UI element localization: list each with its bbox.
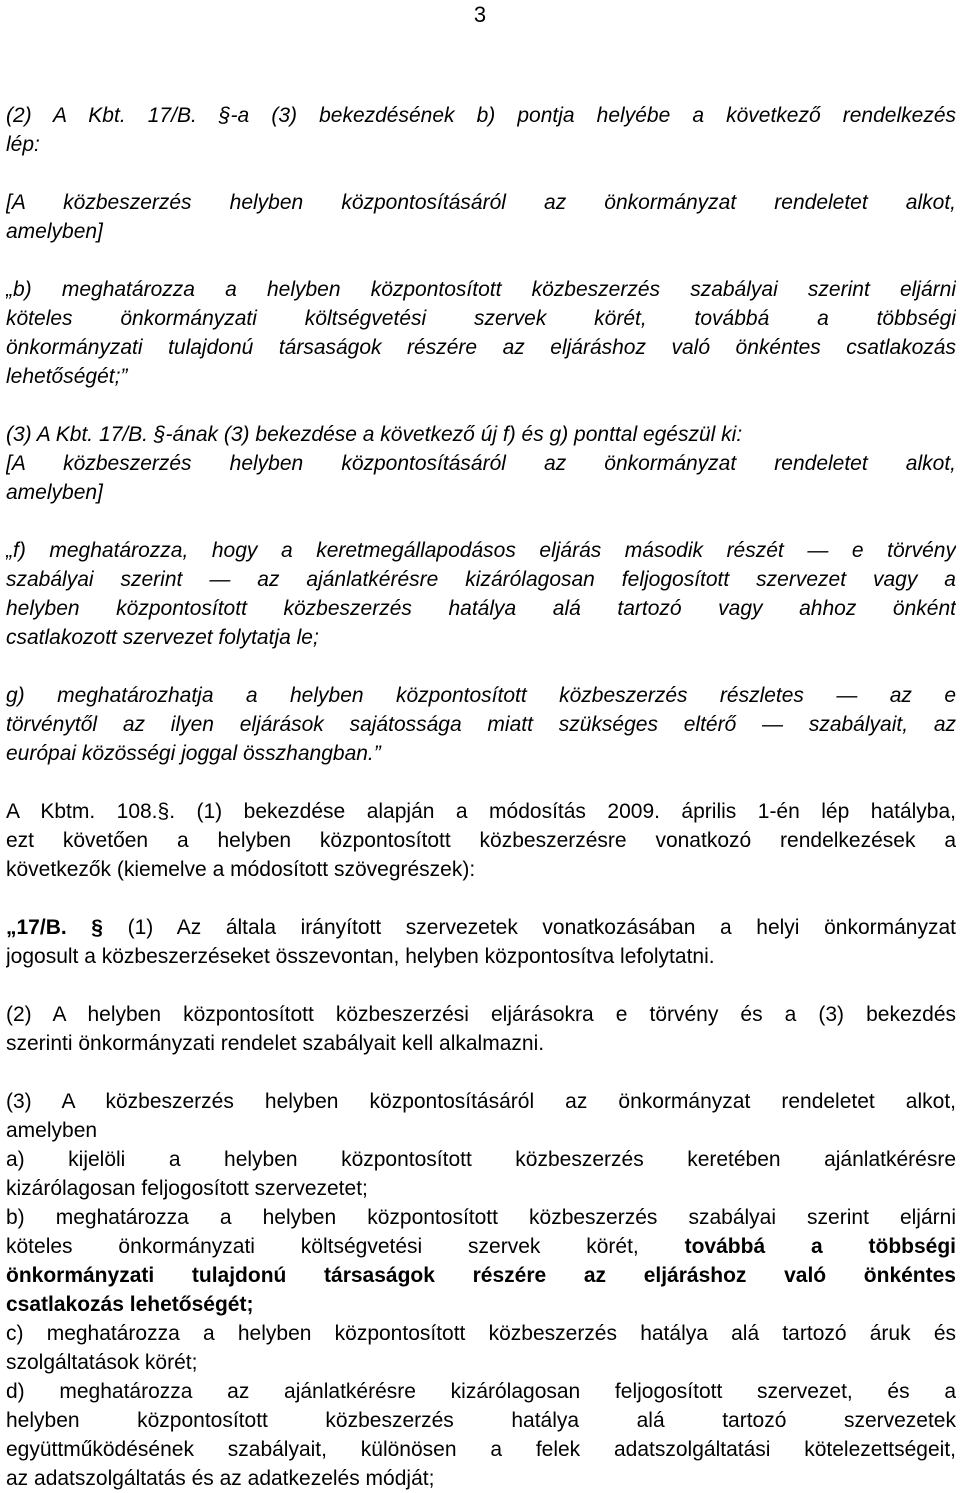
point-b-quote [6, 275, 956, 391]
text-line: a) kijelöli a helyben központosított közbeszerzés keretében ajánlatkérésre [6, 1148, 956, 1171]
section-heading: „17/B. § [6, 916, 103, 939]
highlighted-text: továbbá a többségi [684, 1235, 956, 1258]
text-line: „b) meghatározza a helyben központosított közbeszerzés szabályai szerint eljárni [6, 278, 956, 301]
text-line: c) meghatározza a helyben központosított közbeszerzés hatálya alá tartozó áruk és [6, 1322, 956, 1345]
text-line: lehetőségét;” [6, 365, 128, 388]
text-line: (3) A Kbt. 17/B. §-ának (3) bekezdése a következő új f) és g) ponttal egészül ki: [6, 423, 743, 446]
text-line [6, 1232, 956, 1261]
paragraph-2 [6, 1000, 956, 1058]
section-17b-paragraph [6, 913, 956, 971]
text-line: jogosult a közbeszerzéseket összevontan, helyben központosítva lefolytatni. [6, 945, 715, 968]
amendment-3-paragraph [6, 420, 956, 507]
text-line: az adatszolgáltatás és az adatkezelés módját; [6, 1467, 435, 1490]
text-line: következők (kiemelve a módosított szövegrészek): [6, 858, 476, 881]
text-line: lép: [6, 133, 40, 156]
text-line: [A közbeszerzés helyben központosításáról az önkormányzat rendeletet alkot, [6, 452, 956, 475]
section-text: (1) Az általa irányított szervezetek vonatkozásában a helyi önkormányzat [102, 916, 956, 939]
page-number: 3 [473, 2, 487, 27]
text-line: kizárólagosan feljogosított szervezetet; [6, 1177, 368, 1200]
point-g-quote [6, 681, 956, 768]
text-line: (3) A közbeszerzés helyben központosításáról az önkormányzat rendeletet alkot, [6, 1090, 956, 1113]
text-line: d) meghatározza az ajánlatkérésre kizárólagosan feljogosított szervezet, és a [6, 1380, 956, 1403]
text-line: szerinti önkormányzati rendelet szabályait kell alkalmazni. [6, 1032, 545, 1055]
text-line: törvénytől az ilyen eljárások sajátossága miatt szükséges eltérő — szabályait, az [6, 713, 956, 736]
amendment-2-paragraph [6, 101, 956, 159]
text-line: önkormányzati tulajdonú társaságok részére az eljáráshoz való önkéntes csatlakozás [6, 336, 956, 359]
highlighted-text-line: csatlakozás lehetőségét; [6, 1293, 254, 1316]
text-line: európai közösségi joggal összhangban.” [6, 742, 381, 765]
text-line: amelyben [6, 1119, 98, 1142]
text-line: A Kbtm. 108.§. (1) bekezdése alapján a módosítás 2009. április 1-én lép hatályba, [6, 800, 956, 823]
text-line: csatlakozott szervezet folytatja le; [6, 626, 319, 649]
paragraph-3 [6, 1087, 956, 1493]
text-span: köteles önkormányzati költségvetési szervek körét, [6, 1235, 685, 1258]
text-line: helyben központosított közbeszerzés hatálya alá tartozó vagy ahhoz önként [6, 597, 956, 620]
highlighted-text-line: önkormányzati tulajdonú társaságok részére az eljáráshoz való önkéntes [6, 1264, 956, 1287]
text-line: g) meghatározhatja a helyben központosított közbeszerzés részletes — az e [6, 684, 956, 707]
context-bracket-paragraph [6, 188, 956, 246]
text-line [6, 913, 956, 942]
text-line: együttműködésének szabályait, különösen a felek adatszolgáltatási kötelezettségeit, [6, 1438, 956, 1461]
text-line: amelyben] [6, 481, 103, 504]
text-line: helyben központosított közbeszerzés hatálya alá tartozó szervezetek [6, 1409, 956, 1432]
text-line: „f) meghatározza, hogy a keretmegállapodásos eljárás második részét — e törvény [6, 539, 956, 562]
point-f-quote [6, 536, 956, 652]
text-line: szolgáltatások körét; [6, 1351, 198, 1374]
text-line: (2) A Kbt. 17/B. §-a (3) bekezdésének b) pontja helyébe a következő rendelkezés [6, 104, 956, 127]
text-line: ezt követően a helyben központosított közbeszerzésre vonatkozó rendelkezések a [6, 829, 956, 852]
text-line: szabályai szerint — az ajánlatkérésre kizárólagosan feljogosított szervezet vagy a [6, 568, 956, 591]
text-line: b) meghatározza a helyben központosított közbeszerzés szabályai szerint eljárni [6, 1206, 956, 1229]
text-line: (2) A helyben központosított közbeszerzési eljárásokra e törvény és a (3) bekezdés [6, 1003, 956, 1026]
text-line: [A közbeszerzés helyben központosításáról az önkormányzat rendeletet alkot, [6, 191, 956, 214]
text-line: köteles önkormányzati költségvetési szervek körét, továbbá a többségi [6, 307, 956, 330]
text-line: amelyben] [6, 220, 103, 243]
kbtm-intro-paragraph [6, 797, 956, 884]
